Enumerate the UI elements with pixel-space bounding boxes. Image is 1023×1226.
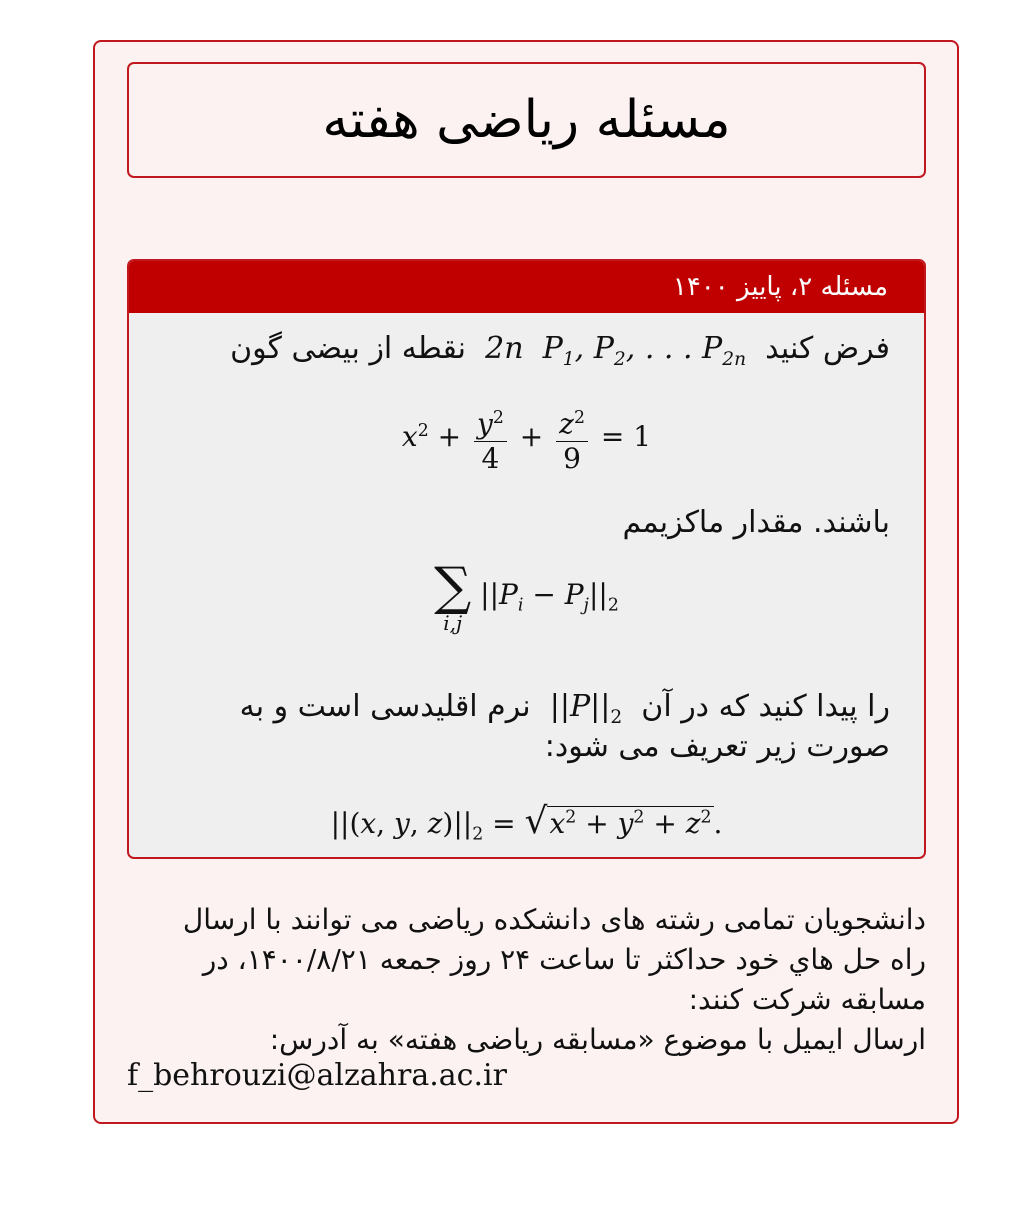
- ellipsoid-equation: $x^2$ + $\frac{y^2}{4}$ + $\frac{z^2}{9}$ = 1: [129, 401, 924, 476]
- problem-box: [127, 259, 926, 859]
- page-title: مسئله ریاضی هفته: [322, 90, 731, 150]
- problem-line-1-text-a: فرض کنید: [765, 331, 890, 366]
- problem-line-2: باشند. مقدار ماکزیمم: [622, 505, 890, 540]
- contact-email: f_behrouzi@alzahra.ac.ir: [127, 1058, 507, 1093]
- problem-line-1-text-b: نقطه از بیضی گون: [230, 331, 467, 366]
- footer-line-1: دانشجویان تمامی رشته های دانشکده ریاضی می توانند با ارسال: [182, 903, 926, 936]
- norm-definition: ||(x, y, $z)||_2 = √x^2 + y^2 + z^2$.: [330, 801, 723, 845]
- problem-line-3-text-a: را پیدا کنید که در آن: [641, 689, 890, 724]
- problem-line-3-text-b: نرم اقلیدسی است و به: [239, 689, 531, 724]
- footer-line-2: راه حل هاي خود حداکثر تا ساعت ۲۴ روز جمعه ۱۴۰۰/۸/۲۱، در: [202, 943, 926, 976]
- title-box: [127, 62, 926, 178]
- footer-text: [127, 900, 926, 1060]
- points-list: 2n $P_1$, $P_2$, . . . $P_{2n}$: [475, 331, 747, 370]
- norm-symbol: $||P||_2$: [540, 689, 623, 728]
- problem-line-4: صورت زیر تعریف می شود:: [544, 729, 890, 764]
- footer-line-3: مسابقه شرکت کنند:: [688, 983, 926, 1016]
- sum-expression: ∑ i,j $||P_i - P_j||_2$: [434, 557, 619, 635]
- footer-line-4: ارسال ایمیل با موضوع «مسابقه ریاضی هفته» به آدرس:: [269, 1023, 926, 1056]
- problem-header: مسئله ۲، پاییز ۱۴۰۰: [129, 261, 924, 313]
- problem-line-1: [230, 329, 890, 380]
